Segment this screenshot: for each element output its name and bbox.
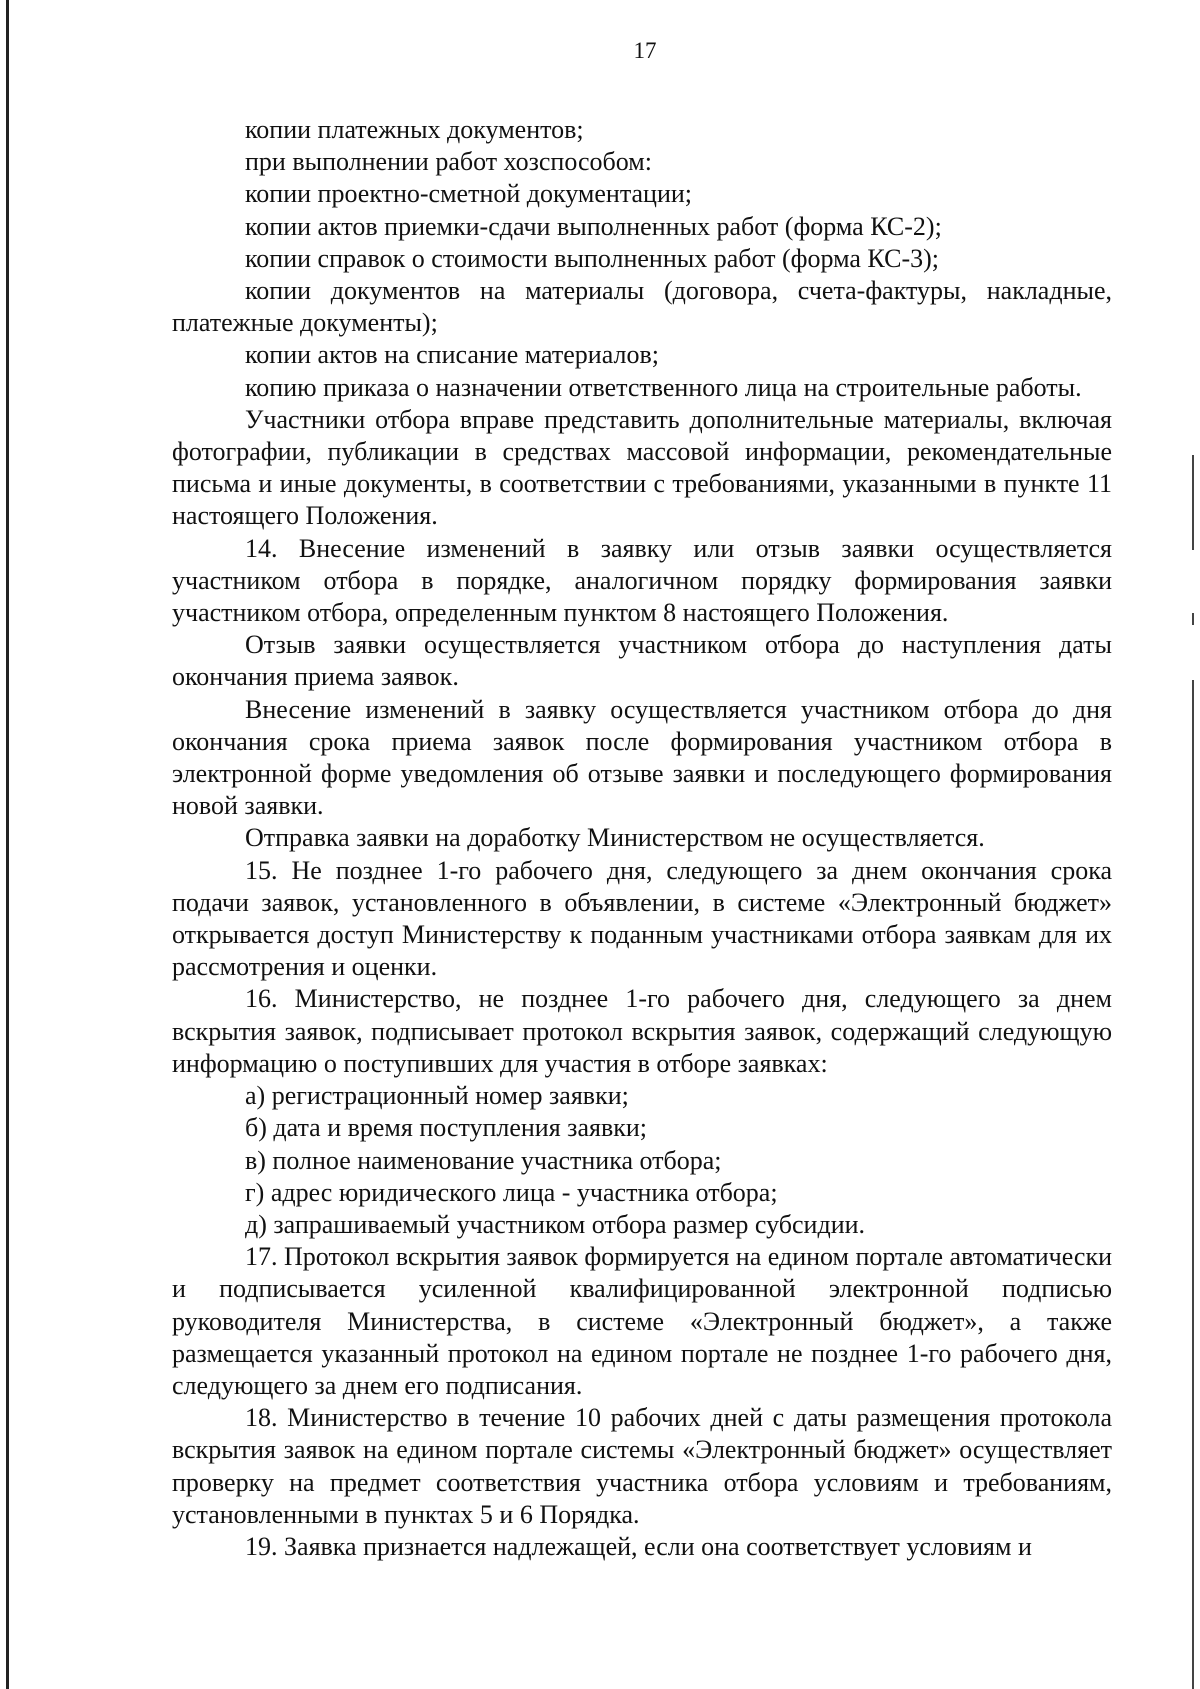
list-item-a: а) регистрационный номер заявки; [245,1081,629,1111]
paragraph-14: 14. Внесение изменений в заявку или отзыв заявки осуществляется участником отбора в порядке, аналогичном порядку формирования заявки участником отбора, определенным пунктом 8 настоящего Положения. [172,533,1112,628]
list-item-ks3: копии справок о стоимости выполненных работ (форма КС-3); [245,243,940,273]
paragraph-17: 17. Протокол вскрытия заявок формируется на едином портале автоматически и подписывается усиленной квалифицированной электронной подписью руководителя Министерства, в системе «Электронный бюджет», а также размещается указанный протокол на едином портале не позднее 1-го рабочего дня, следующего за днем его подписания. [172,1242,1112,1400]
list-item-g: г) адрес юридического лица - участника отбора; [245,1177,778,1207]
page-number: 17 [633,38,657,63]
subheading-own-works: при выполнении работ хозспособом: [245,147,652,177]
list-item-payment-docs: копии платежных документов; [245,115,584,144]
document-body [172,114,1112,1563]
paragraph-no-revision: Отправка заявки на доработку Министерством не осуществляется. [245,823,985,853]
scan-border-left [6,0,9,1689]
list-item-writeoff-acts: копии актов на списание материалов; [245,340,659,370]
paragraph-16: 16. Министерство, не позднее 1-го рабочего дня, следующего за днем вскрытия заявок, подписывает протокол вскрытия заявок, содержащий следующую информацию о поступивших для участия в отборе заявках: [172,984,1112,1078]
paragraph-15: 15. Не позднее 1-го рабочего дня, следующего за днем окончания срока подачи заявок, установленного в объявлении, в системе «Электронный бюджет» открывается доступ Министерству к поданным участниками отбора заявкам для их рассмотрения и оценки. [172,855,1112,982]
paragraph-additional-materials: Участники отбора вправе представить дополнительные материалы, включая фотографии, публикации в средствах массовой информации, рекомендательные письма и иные документы, в соответствии с требованиями, указанными в пункте 11 настоящего Положения. [172,404,1112,531]
paragraph-19: 19. Заявка признается надлежащей, если она соответствует условиям и [245,1531,1032,1561]
scan-border-right-segment [1192,613,1194,625]
paragraph-18: 18. Министерство в течение 10 рабочих дней с даты размещения протокола вскрытия заявок на едином портале системы «Электронный бюджет» осуществляет проверку на предмет соответствия участника отбора условиям и требованиям, установленными в пунктах 5 и 6 Порядка. [172,1403,1112,1529]
list-item-ks2: копии актов приемки-сдачи выполненных работ (форма КС-2); [245,211,942,241]
list-item-design-docs: копии проектно-сметной документации; [245,179,693,209]
list-item-materials-docs: копии документов на материалы (договора, счета-фактуры, накладные, платежные документы); [172,276,1112,338]
list-item-v: в) полное наименование участника отбора; [245,1145,722,1175]
scan-border-right-segment [1192,455,1194,550]
list-item-d: д) запрашиваемый участником отбора размер субсидии. [245,1209,866,1239]
scan-border-right-segment [1192,680,1194,1689]
list-item-order-copy: копию приказа о назначении ответственного лица на строительные работы. [245,372,1082,402]
list-item-b: б) дата и время поступления заявки; [245,1113,647,1143]
paragraph-withdrawal: Отзыв заявки осуществляется участником отбора до наступления даты окончания приема заявок. [172,630,1112,692]
paragraph-amendments: Внесение изменений в заявку осуществляется участником отбора до дня окончания срока приема заявок после формирования участником отбора в электронной форме уведомления об отзыве заявки и последующего формирования новой заявки. [172,694,1112,821]
